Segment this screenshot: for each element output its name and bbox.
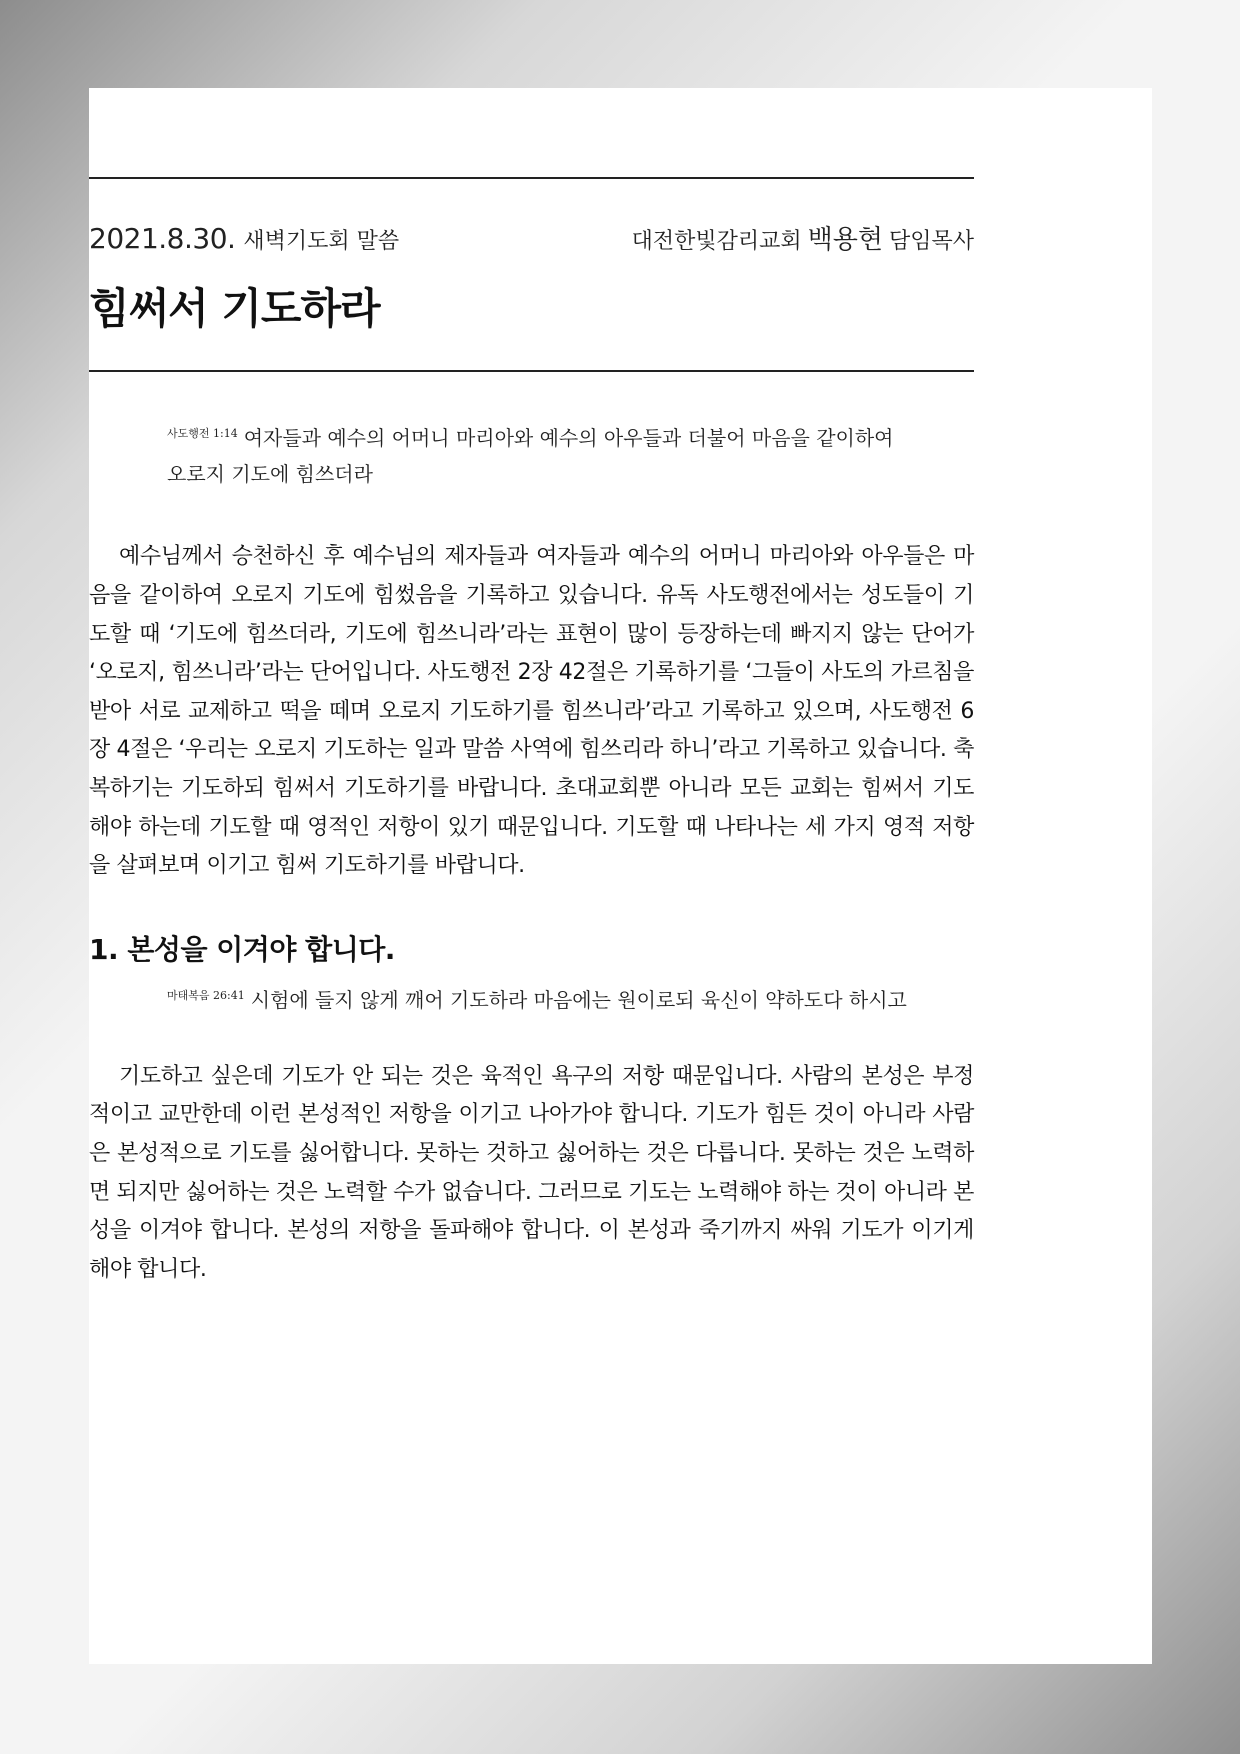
sermon-header [89,219,974,256]
sermon-title: 힘써서 기도하라 [89,284,380,333]
section-scripture-text: 시험에 들지 않게 깨어 기도하라 마음에는 원이로되 육신이 약하도다 하시고 [250,987,907,1012]
intro-paragraph: 예수님께서 승천하신 후 예수님의 제자들과 여자들과 예수의 어머니 마리아와 아우들은 마음을 같이하여 오로지 기도에 힘썼음을 기록하고 있습니다. 유독 사도행전에서는 성도들이 기도할 때 ‘기도에 힘쓰더라, 기도에 힘쓰니라’라는 표현이 많이 등장하는데 빠지지 않는 단어가 ‘오로지, 힘쓰니라’라는 단어입니다. 사도행전 2장 42절은 기록하기를 ‘그들이 사도의 가르침을 받아 서로 교제하고 떡을 떼며 오로지 기도하기를 힘쓰니라’라고 기록하고 있으며, 사도행전 6장 4절은 ‘우리는 오로지 기도하는 일과 말씀 사역에 힘쓰리라 하니’라고 기록하고 있습니다. 축복하기는 기도하되 힘써서 기도하기를 바랍니다. 초대교회뿐 아니라 모든 교회는 힘써서 기도해야 하는데 기도할 때 영적인 저항이 있기 때문입니다. 기도할 때 나타나는 세 가지 영적 저항을 살펴보며 이기고 힘써 기도하기를 바랍니다. [89,544,974,879]
document-content [89,89,974,1311]
church-name: 대전한빛감리교회 [631,229,802,254]
scripture-reference: 사도행전 1:14 [167,427,238,441]
sermon-date-service [89,222,399,255]
scripture-passage [167,416,907,492]
section-paragraph: 기도하고 싶은데 기도가 안 되는 것은 육적인 욕구의 저항 때문입니다. 사람의 본성은 부정적이고 교만한데 이런 본성적인 저항을 이기고 나아가야 합니다. 기도가 힘든 것이 아니라 사람은 본성적으로 기도를 싫어합니다. 못하는 것하고 싫어하는 것은 다릅니다. 못하는 것은 노력하면 되지만 싫어하는 것은 노력할 수가 없습니다. 그러므로 기도는 노력해야 하는 것이 아니라 본성을 이겨야 합니다. 본성의 저항을 돌파해야 합니다. 이 본성과 죽기까지 싸워 기도가 이기게 해야 합니다. [89,1063,974,1282]
top-rule [89,177,974,179]
pastor-name: 백용현 [807,225,883,255]
sermon-author [632,219,974,256]
service-name: 새벽기도회 말씀 [243,229,400,254]
sermon-date: 2021.8.30. [89,222,236,255]
section-heading: 1. 본성을 이겨야 합니다. [89,932,395,966]
title-rule [89,370,974,372]
section-scripture-reference: 마태복음 26:41 [167,988,245,1002]
section-scripture-passage [167,978,907,1018]
pastor-title: 담임목사 [888,229,974,254]
scripture-text: 여자들과 예수의 어머니 마리아와 예수의 아우들과 더불어 마음을 같이하여 오로지 기도에 힘쓰더라 [167,426,894,487]
